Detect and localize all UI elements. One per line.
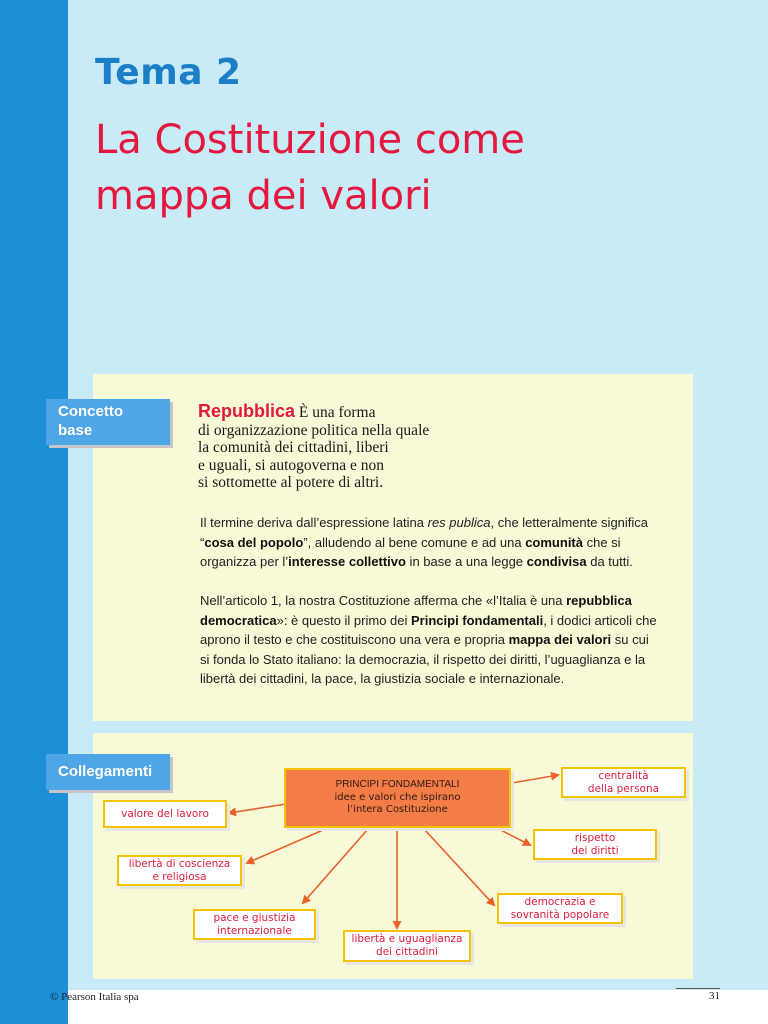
links-tag: Collegamenti [46, 754, 170, 790]
text-run: su cui si fonda lo Stato italiano: la democrazia, il rispetto dei diritti, l’uguaglianza e la libertà dei cittadini, la pace, la giustizia sociale e internazionale. [200, 632, 649, 686]
node-label: pace e giustizia [213, 911, 296, 924]
article-one-paragraph [200, 591, 660, 689]
copyright-notice: © Pearson Italia spa [50, 991, 139, 1003]
principles-title: PRINCIPI FONDAMENTALI [335, 779, 460, 791]
keyword: comunità [525, 534, 583, 550]
node-democrazia-sovranita [497, 893, 623, 924]
principles-central-node [284, 768, 511, 828]
keyword: mappa dei valori [508, 632, 612, 647]
node-label: dei cittadini [376, 946, 438, 958]
node-centralita-persona [561, 767, 686, 798]
node-label: sovranità popolare [510, 908, 610, 921]
node-label: libertà e uguaglianza [351, 933, 463, 945]
text-run: »: è questo il primo dei [276, 612, 411, 628]
principles-subtitle-line: l’intera Costituzione [347, 804, 448, 816]
principles-subtitle-line: idee e valori che ispirano [334, 791, 461, 803]
definition-term: Repubblica [198, 401, 296, 421]
text-run: , i dodici articoli che aprono il testo e che costituiscono una vera e propria [200, 612, 657, 647]
node-liberta-coscienza [117, 855, 242, 886]
text-run: , che letteralmente significa “ [200, 515, 649, 550]
definition-line: È una forma [295, 404, 376, 421]
definition-block [198, 403, 488, 492]
text-run: che si organizza per l’ [200, 534, 621, 569]
node-valore-lavoro [103, 800, 227, 828]
keyword: condivisa [526, 554, 587, 569]
text-run: in base a una legge [405, 554, 527, 569]
definition-line: si sottomette al potere di altri. [198, 474, 384, 491]
text-run: da tutti. [586, 554, 633, 569]
side-color-strip [0, 0, 68, 1024]
text-run: Nell’articolo 1, la nostra Costituzione afferma che «l’Italia è una [200, 593, 567, 608]
concept-tag-line-1: Concetto [58, 403, 123, 420]
title-line-2: mappa dei valori [95, 173, 432, 219]
node-liberta-uguaglianza [343, 930, 471, 962]
keyword: repubblica democratica [200, 593, 632, 628]
node-label: rispetto [574, 831, 616, 844]
latin-term: res publica [427, 515, 491, 530]
node-label: dei diritti [571, 844, 619, 857]
etymology-paragraph [200, 513, 660, 572]
page-number: 31 [676, 988, 720, 1002]
node-label: della persona [587, 782, 660, 795]
node-rispetto-diritti [533, 829, 657, 860]
node-pace-giustizia [193, 909, 316, 940]
definition-line: e uguali, si autogoverna e non [198, 456, 384, 474]
definition-line: di organizzazione politica nella quale [198, 421, 430, 439]
node-label: centralità [598, 769, 649, 782]
keyword: cosa del popolo [204, 534, 304, 550]
node-label: democrazia e [524, 895, 596, 908]
node-label: libertà di coscienza [128, 857, 231, 870]
theme-label: Tema 2 [95, 52, 242, 93]
node-label: internazionale [217, 924, 292, 937]
title-line-1: La Costituzione come [95, 117, 525, 163]
keyword: interesse collettivo [288, 554, 406, 569]
keyword: Principi fondamentali [411, 612, 544, 628]
text-run: ”, alludendo al bene comune e ad una [303, 534, 526, 550]
node-label: valore del lavoro [121, 807, 209, 820]
concept-tag [46, 399, 170, 445]
definition-line: la comunità dei cittadini, liberi [198, 439, 389, 456]
text-run: Il termine deriva dall’espressione latina [200, 515, 428, 530]
node-label: e religiosa [152, 870, 207, 883]
page-title [95, 112, 715, 224]
concept-tag-line-2: base [58, 422, 93, 439]
